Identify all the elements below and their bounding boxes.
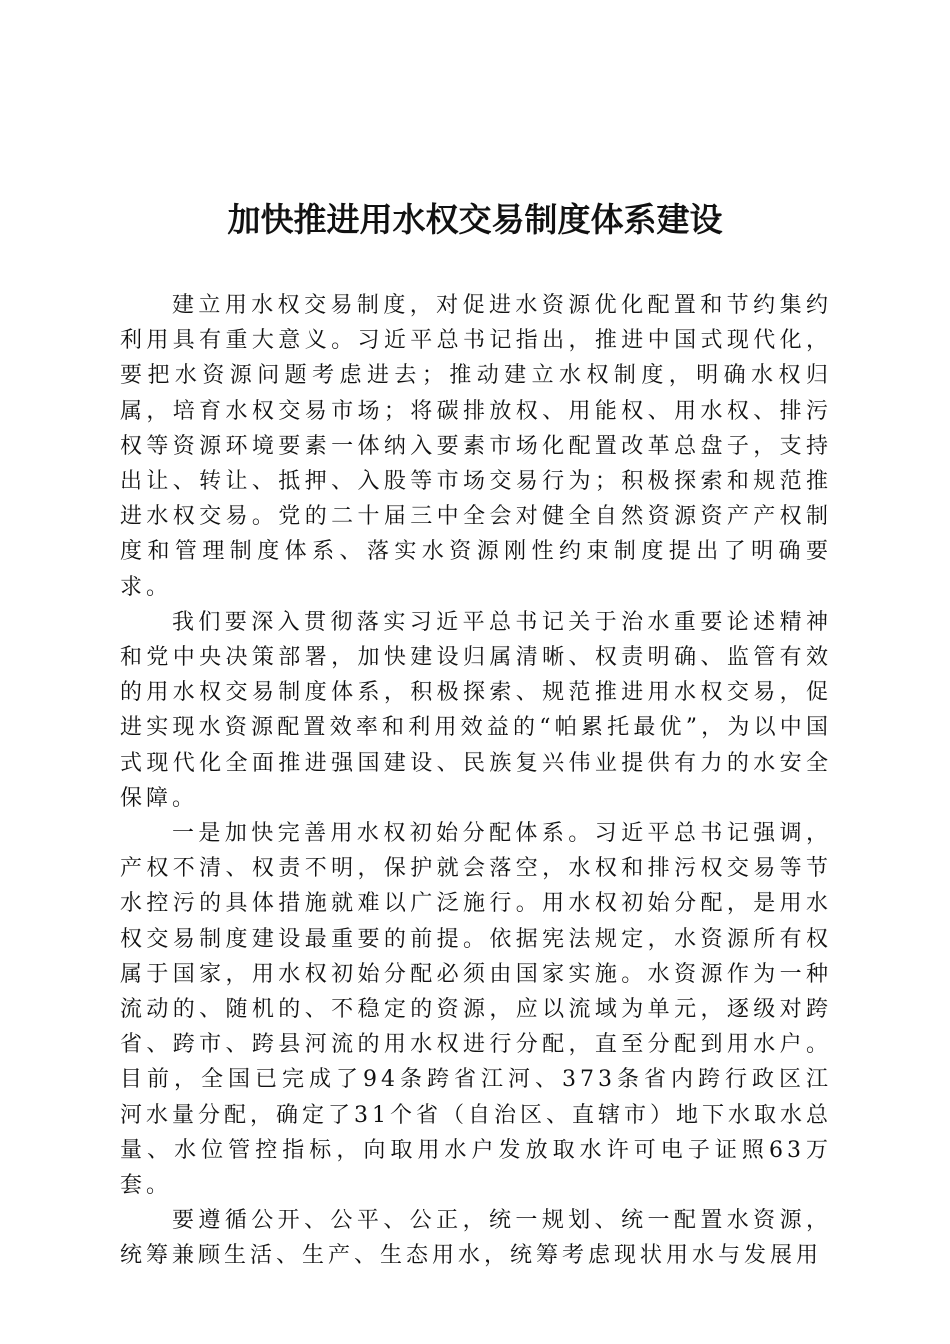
paragraph-2: 我们要深入贯彻落实习近平总书记关于治水重要论述精神和党中央决策部署，加快建设归属清晰、权责明确、监管有效的用水权交易制度体系，积极探索、规范推进用水权交易，促进实现水资源配置效率和利用效益的“帕累托最优”，为以中国式现代化全面推进强国建设、民族复兴伟业提供有力的水安全保障。 bbox=[120, 609, 832, 811]
paragraph-1: 建立用水权交易制度，对促进水资源优化配置和节约集约利用具有重大意义。习近平总书记指出，推进中国式现代化，要把水资源问题考虑进去；推动建立水权制度，明确水权归属，培育水权交易市场；将碳排放权、用能权、用水权、排污权等资源环境要素一体纳入要素市场化配置改革总盘子，支持出让、转让、抵押、入股等市场交易行为；积极探索和规范推进水权交易。党的二十届三中全会对健全自然资源资产产权制度和管理制度体系、落实水资源刚性约束制度提出了明确要求。 bbox=[120, 293, 832, 600]
document-title: 加快推进用水权交易制度体系建设 bbox=[227, 200, 723, 239]
document-body bbox=[120, 288, 832, 1274]
paragraph-3: 一是加快完善用水权初始分配体系。习近平总书记强调，产权不清、权责不明，保护就会落空，水权和排污权交易等节水控污的具体措施就难以广泛施行。用水权初始分配，是用水权交易制度建设最重要的前提。依据宪法规定，水资源所有权属于国家，用水权初始分配必须由国家实施。水资源作为一种流动的、随机的、不稳定的资源，应以流域为单元，逐级对跨省、跨市、跨县河流的用水权进行分配，直至分配到用水户。目前，全国已完成了94条跨省江河、373条省内跨行政区江河水量分配，确定了31个省（自治区、直辖市）地下水取水总量、水位管控指标，向取用水户发放取水许可电子证照63万套。 bbox=[120, 821, 832, 1199]
paragraph-4: 要遵循公开、公平、公正，统一规划、统一配置水资源，统筹兼顾生活、生产、生态用水，统筹考虑现状用水与发展用 bbox=[120, 1208, 832, 1269]
